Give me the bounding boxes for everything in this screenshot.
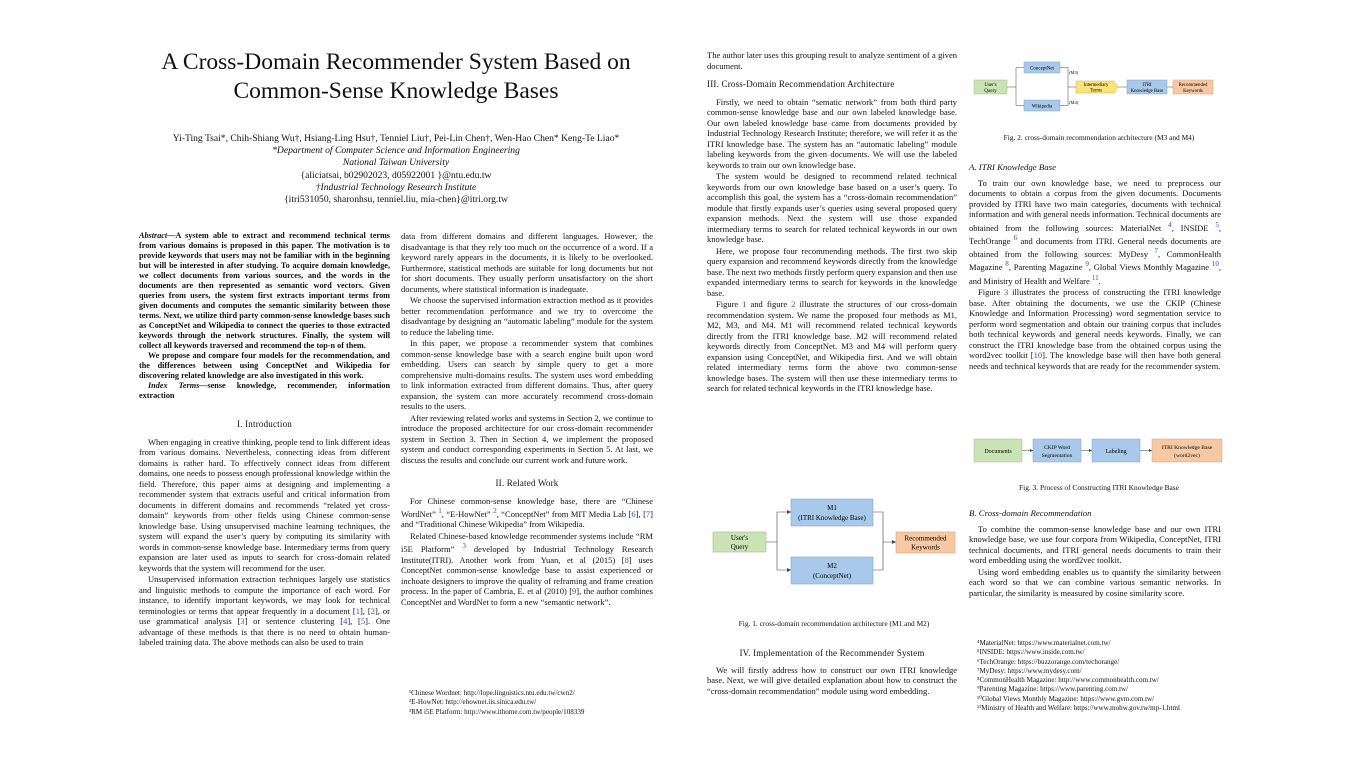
citation-link[interactable]: 1 xyxy=(355,605,360,616)
footnote-9: ⁹Parenting Magazine: https://www.parenting.com.tw/ xyxy=(977,685,1129,694)
footnote-link[interactable]: 5 xyxy=(1215,220,1219,229)
footnote-8: ⁸CommonHealth Magazine: http://www.commonhealth.com.tw/ xyxy=(977,676,1159,685)
footnote-6: ⁶TechOrange: https://buzzorange.com/techorange/ xyxy=(977,657,1120,666)
citation-link[interactable]: 9 xyxy=(572,586,577,597)
footnote-link[interactable]: 7 xyxy=(1154,247,1159,256)
fig2-inter-l2: Terms xyxy=(1090,88,1102,94)
author-block xyxy=(120,133,672,206)
abstract-para-2: We propose and compare four models for the recommendation, and the differences between using ConceptNet and Wikipedia for discovering related knowledge are also investigated in this work. xyxy=(139,351,390,380)
arch-para-4: Figure 1 and figure 2 illustrate the structures of our cross-domain recommendation system. We name the proposed four methods as M1, M2, M3, and M4. M1 will recommend related technical keywords directly from the ITRI knowledge base. M2 will recommend related keywords directly from ConceptNet. M3 and M4 will perform query expansion using ConceptNet, and Wikipedia first. And we will obtain related intermediary terms form the above two common-sense knowledge bases. The system will then use these intermediary terms to search for related technical keywords in the ITRI knowledge base. xyxy=(707,299,957,393)
fig2-itri-l2: Knowledge Base xyxy=(1130,89,1164,94)
abstract-text: —A system able to extract and recommend technical terms from various domains is proposed in this paper. The motivation is to provide keywords that users may not be familiar with in the beginning but will be interested in after studying. To acquire domain knowledge, we collect documents from various sources, and the words in the documents are then represented as semantic word vectors. Given queries from users, the system first extracts important terms from given documents and computes the semantic similarity between those terms. Next, we utilize third party common-sense knowledge bases such as ConceptNet and Wikipedia to connect the queries to those extracted keywords through the network structures. Finally, the system will collect all keywords traversed and recommend the top-n of them. xyxy=(139,231,390,350)
col3-para-0: The author later uses this grouping result to analyze sentiment of a given document. xyxy=(707,50,957,71)
abstract-label: Abstract xyxy=(139,231,168,240)
footnotes-col4 xyxy=(977,639,1180,713)
fig1-m2-l1: M2 xyxy=(827,562,837,570)
fig2-m3-label: (M3) xyxy=(1069,70,1079,75)
fig3-ckip-l2: Segmentation xyxy=(1041,453,1073,459)
fig1-m2-l2: (ConceptNet) xyxy=(812,572,852,580)
sub-b-para-1: To combine the common-sense knowledge base and our own ITRI knowledge base, we use four corpora from Wikipedia, ConceptNet, ITRI technical documents, and ITRI general needs documents to train their word embedding using the word2vec toolkit. xyxy=(969,523,1221,565)
index-terms-label: Index Terms xyxy=(148,381,200,390)
fig2-rec-l1: Recommended xyxy=(1178,83,1208,88)
figure-2-caption: Fig. 2. cross-domain recommendation architecture (M3 and M4) xyxy=(1003,133,1195,142)
sub-a-para-2: Figure 3 illustrates the process of constructing the ITRI knowledge base. After obtaining the documents, we use the CKIP (Chinese Knowledge and Information Processing) word segmentation service to perform word segmentation and obtain our training corpus that includes both technical keywords and general needs keywords. Finally, we can construct the ITRI knowledge base from the obtained corpus using the word2vec toolkit [10]. The knowledge base will then have both general needs and technical keywords that are ready for the recommender system. xyxy=(969,287,1221,371)
figure-3-caption: Fig. 3. Process of Constructing ITRI Knowledge Base xyxy=(1019,483,1179,492)
right-page xyxy=(683,0,1366,768)
figure-1-caption: Fig. 1. cross-domain recommendation architecture (M1 and M2) xyxy=(738,619,930,628)
figure-link[interactable]: 3 xyxy=(1004,287,1009,298)
footnote-link[interactable]: 1 xyxy=(438,507,442,515)
fig2-m4-label: (M4) xyxy=(1069,100,1079,105)
footnote-11: ¹¹Ministry of Health and Welfare: https://www.mohw.gov.tw/mp-1.html xyxy=(977,704,1180,713)
index-terms-text: —sense knowledge, recommender, information extraction xyxy=(139,381,390,400)
column-4-bottom xyxy=(969,508,1221,598)
index-terms xyxy=(139,381,390,401)
fig2-uq-l2: Query xyxy=(984,89,997,94)
affiliation-email-1: {aliciatsai, b02902023, d05922001 }@ntu.edu.tw xyxy=(300,169,492,181)
footnote-link[interactable]: 9 xyxy=(1085,260,1089,269)
citation-link[interactable]: 3 xyxy=(240,616,245,626)
authors-line: Yi-Ting Tsai*, Chih-Shiang Wu†, Hsiang-Ling Hsu†, Tenniel Liu†, Pei-Lin Chen†, Wen-Hao Chen* Keng-Te Liao* xyxy=(172,133,620,144)
section-arch-heading: III. Cross-Domain Recommendation Architecture xyxy=(707,79,895,89)
citation-link[interactable]: 8 xyxy=(624,554,629,565)
figure-3-diagram xyxy=(972,438,1226,464)
fig2-inter-l1: Intermediary xyxy=(1083,83,1109,88)
related-para-2: Related Chinese-based knowledge recommender systems include “RM i5E Platform” $^3$ developed by Industrial Technology Research Institute(ITRI). Another work from Yuan, et al (2015) [8] uses ConceptNet common-sense knowledge base to assist experienced or inchoate designers to improve the quality of reframing and frame creation process. In the paper of Cambria, E. et al (2010) [9], the author combines ConceptNet and WordNet to form a new “semantic network”. xyxy=(401,530,653,607)
footnote-4: ⁴MaterialNet: https://www.materialnet.com.tw/ xyxy=(977,639,1111,647)
arch-para-1: Firstly, we need to obtain “sematic network” from both third party common-sense knowledge base and our own labeled knowledge base. Our own labeled knowledge base came from documents provided by Industrial Technology Research Institute; therefore, we will refer it as the ITRI knowledge base. The system has an “automatic labeling” module labeling keywords from the given documents. We will use the labeled keywords to train our own knowledge base. xyxy=(707,96,957,170)
subsection-a-heading: A. ITRI Knowledge Base xyxy=(969,162,1056,172)
column-4 xyxy=(969,162,1221,371)
fig2-rec-l2: Keywords xyxy=(1183,89,1203,94)
title-line-1: A Cross-Domain Recommender System Based on xyxy=(161,49,631,75)
intro-para-1: When engaging in creative thinking, people tend to link different ideas from various domains. Nevertheless, connecting ideas from different domains is rather hard. To effectively connect ideas from different domains, one needs to possess enough professional knowledge within the field. Therefore, this paper aims at designing and implementing a recommender system that extracts useful and critical information from documents in different domains and recommends “related yet cross-domain” keywords from other fields using Chinese common-sense knowledge base. Using unsupervised machine learning techniques, the system will expand the user’s query by computing its similarity with words in common-sense knowledge base. Intermediary terms from query expansion are later used as inputs to search for cross-domain related keywords that the system will recommend for the user. xyxy=(139,436,390,573)
citation-link[interactable]: 10 xyxy=(1033,350,1043,361)
fig1-rec-l1: Recommended xyxy=(904,534,947,543)
col2-para-1: We choose the supervised information extraction method as it provides better recommendation performance and we try to overcome the disadvantage by designing an “automatic labeling” module for the system to reduce the labeling time. xyxy=(401,295,653,337)
fig1-users-query-l1: User's xyxy=(730,534,749,542)
fig2-conceptnet-label: ConceptNet xyxy=(1030,66,1054,72)
footnote-link[interactable]: 2 xyxy=(493,507,497,515)
citation-link[interactable]: 2 xyxy=(370,605,375,616)
citation-link[interactable]: 5 xyxy=(360,616,366,626)
citation-link[interactable]: 4 xyxy=(343,616,348,626)
column-2 xyxy=(401,231,653,607)
intro-para-2: Unsupervised information extraction techniques largely use statistics and linguistic methods to compute the importance of each word. For instance, to identify important keywords, we may look for technical terminologies or terms that appear frequently in a document [1], [2], or use grammatical analysis [3] or sentence clustering [4], [5]. One advantage of these methods is that there is no need to obtain human-labeled training data. The above methods can also be used to train xyxy=(139,574,390,647)
figure-1-diagram xyxy=(709,496,959,590)
section-related-heading: II. Related Work xyxy=(495,478,559,488)
sub-a-para-1: To train our own knowledge base, we need to preprocess our documents to obtain a corpus from the given documents. Documents provided by ITRI have two main categories, documents with technical information and with general needs information. Technical documents are obtained from the following sources: MaterialNet $^4$, INSIDE $^5$, TechOrange $^6$ and documents from ITRI. General needs documents are obtained from the following sources: MyDesy $^7$, CommonHealth Magazine $^8$, Parenting Magazine $^9$, Global Views Monthly Magazine $^{10}$, and Ministry of Health and Welfare $^{11}$. xyxy=(969,177,1222,286)
footnote-link[interactable]: 8 xyxy=(1005,260,1009,269)
fig1-users-query-l2: Query xyxy=(730,543,749,551)
footnote-3: ³RM i5E Platform: http://www.ithome.com.tw/people/108339 xyxy=(409,707,585,716)
footnote-link[interactable]: 10 xyxy=(1211,260,1219,269)
figure-2-diagram xyxy=(972,60,1226,116)
column-3-bottom xyxy=(707,648,957,696)
footnote-link[interactable]: 4 xyxy=(1168,220,1172,229)
column-3 xyxy=(707,50,957,394)
citation-link[interactable]: 6 xyxy=(631,508,636,519)
footnote-10: ¹⁰Global Views Monthly Magazine: https://www.gvm.com.tw/ xyxy=(977,694,1155,703)
section-impl-heading: IV. Implementation of the Recommender System xyxy=(739,648,925,658)
footnote-link[interactable]: 3 xyxy=(462,542,466,551)
fig2-uq-l1: User's xyxy=(984,83,997,88)
fig3-itri-l2: (word2vec) xyxy=(1174,453,1200,459)
footnotes-col2 xyxy=(409,689,584,717)
col2-para-0: data from different domains and different languages. However, the disadvantage is that they rely too much on the occurrence of a word. If a keyword rarely appears in the documents, it is likely to be overlooked. Furthermore, statistical methods are suitable for long documents but not for short documents. They usually perform unsatisfactory on the short documents, where statistical information is inadequate. xyxy=(401,231,653,294)
footnote-link[interactable]: 11 xyxy=(1091,273,1099,282)
arch-para-3: Here, we propose four recommending methods. The first two skip query expansion and recommend keywords directly from the knowledge base. The next two methods firstly perform query expansion and then use expanded intermediary terms to search for keywords in the knowledge base. xyxy=(707,245,957,298)
affiliation-univ: National Taiwan University xyxy=(342,157,450,169)
fig3-itri-l1: ITRI Knowledge Base xyxy=(1161,445,1213,451)
arch-para-2: The system would be designed to recommend related technical keywords from our own knowledge base based on a user’s query. To accomplish this goal, the system has a “cross-domain recommendation” module that firstly expands user’s queries using several proposed query expansion methods. Next the system will use those expanded intermediary terms to search for related technical keywords in our own knowledge base. xyxy=(707,171,957,244)
fig2-wikipedia-label: Wikipedia xyxy=(1031,104,1053,110)
affiliation-inst: †Industrial Technology Research Institute xyxy=(315,181,477,193)
affiliation-email-2: {itri531050, sharonhsu, tenniel.liu, mia-chen}@itri.org.tw xyxy=(284,194,508,206)
fig1-m1-l2: (ITRI Knowledge Base) xyxy=(798,514,866,522)
paper-title xyxy=(140,48,652,106)
footnote-1: ¹Chinese Wordnet: http://lope.linguistics.ntu.edu.tw/cwn2/ xyxy=(409,689,575,697)
figure-link[interactable]: 1 xyxy=(742,299,747,309)
abstract xyxy=(139,231,390,351)
title-line-2: Common-Sense Knowledge Bases xyxy=(233,78,559,104)
footnote-2: ²E-HowNet: http://ehownet.iis.sinica.edu.tw/ xyxy=(409,698,537,707)
subsection-b-heading: B. Cross-domain Recommendation xyxy=(969,508,1092,518)
fig2-itri-l1: ITRI xyxy=(1142,83,1152,88)
section-intro-heading: I. Introduction xyxy=(237,419,292,429)
fig3-labeling-label: Labeling xyxy=(1105,449,1127,455)
affiliation-dept: *Department of Computer Science and Information Engineering xyxy=(272,145,520,157)
fig3-ckip-l1: CKIP Word xyxy=(1043,445,1071,451)
footnote-link[interactable]: 6 xyxy=(1013,233,1018,242)
sub-b-para-2: Using word embedding enables us to quantify the similarity between each word so that we can combine various semantic networks. In particular, the similarity is measured by cosine similarity score. xyxy=(969,566,1221,598)
citation-link[interactable]: 7 xyxy=(645,508,651,519)
col2-para-2: In this paper, we propose a recommender system that combines common-sense knowledge base with a search engine built upon word embedding. Users can search by simple query to get a more comprehensive multi-domains results. The system uses word embedding to link information extracted from different domains. Thus, after query expansion, the system can more accurately recommend cross-domain results to the users. xyxy=(401,338,653,411)
footnote-7: ⁷MyDesy: https://www.mydesy.com/ xyxy=(977,666,1082,675)
fig3-documents-label: Documents xyxy=(984,449,1012,455)
footnote-5: ⁵INSIDE: https://www.inside.com.tw/ xyxy=(977,648,1085,657)
related-para-1: For Chinese common-sense knowledge base, there are “Chinese WordNet” $^1$, “E-HowNet” $^2$, “ConceptNet” from MIT Media Lab [6], [7] and “Traditional Chinese Wikipedia” from Wikipedia. xyxy=(401,495,653,530)
col2-para-3: After reviewing related works and systems in Section 2, we continue to introduce the proposed architecture for our cross-domain recommender system in Section 3. Then in Section 4, we implement the proposed system and conduct corresponding experiments in Section 5. At last, we discuss the results and conclude our current work and future work. xyxy=(401,412,653,465)
fig1-rec-l2: Keywords xyxy=(911,543,940,552)
column-1 xyxy=(139,231,390,648)
impl-para-1: We will firstly address how to construct our own ITRI knowledge base. Next, we will give detailed explanation about how to construct the “cross-domain recommendation” module using word embedding. xyxy=(707,664,957,696)
figure-link[interactable]: 2 xyxy=(791,299,796,309)
fig1-m1-l1: M1 xyxy=(827,504,837,512)
